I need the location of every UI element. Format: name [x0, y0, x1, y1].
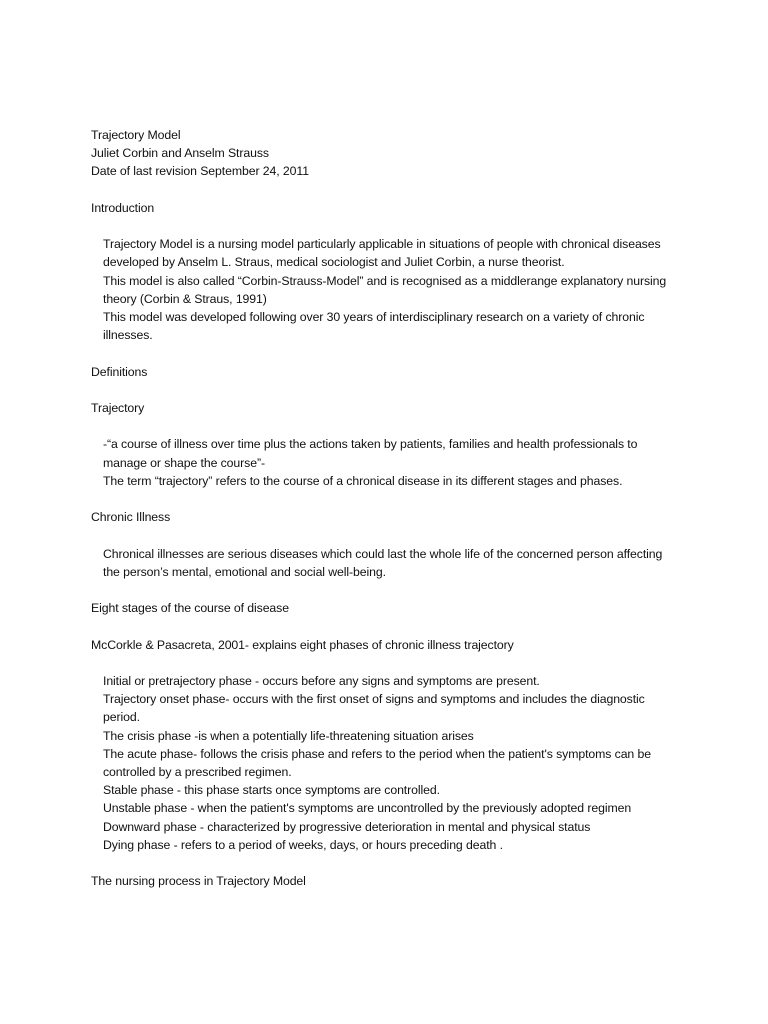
section-heading-nursing-process: The nursing process in Trajectory Model [91, 874, 306, 889]
trajectory-quote: -“a course of illness over time plus the actions taken by patients, families and health professionals to manage or shape the course”- [103, 437, 638, 470]
section-heading-definitions: Definitions [91, 364, 148, 379]
chronic-illness-definition: Chronical illnesses are serious diseases which could last the whole life of the concerned person affecting the person’s mental, emotional and social well-being. [103, 546, 663, 579]
section-heading-introduction: Introduction [91, 200, 155, 215]
section-heading-stages: Eight stages of the course of disease [91, 601, 289, 616]
stage-item: Trajectory onset phase- occurs with the first onset of signs and symptoms and includes the diagnostic period. [103, 692, 645, 725]
introduction-paragraph: Trajectory Model is a nursing model particularly applicable in situations of people with chronical diseases developed by Anselm L. Straus, medical sociologist and Juliet Corbin, a nurse theorist. [103, 237, 661, 270]
document-body [91, 126, 681, 890]
subheading-chronic-illness: Chronic Illness [91, 510, 171, 525]
revision-date: Date of last revision September 24, 2011 [91, 164, 309, 179]
subheading-trajectory: Trajectory [91, 400, 145, 415]
stage-item: The acute phase- follows the crisis phase and refers to the period when the patient's symptoms can be controlled by a prescribed regimen. [103, 746, 651, 779]
document-title: Trajectory Model [91, 128, 181, 142]
stage-item: Stable phase - this phase starts once symptoms are controlled. [103, 783, 440, 798]
trajectory-definition: The term “trajectory” refers to the course of a chronical disease in its different stages and phases. [103, 473, 623, 488]
stage-item: Initial or pretrajectory phase - occurs before any signs and symptoms are present. [103, 673, 540, 688]
introduction-paragraph: This model was developed following over 30 years of interdisciplinary research on a variety of chronic illnesses. [103, 310, 645, 343]
stages-source: McCorkle & Pasacreta, 2001- explains eight phases of chronic illness trajectory [91, 637, 514, 652]
introduction-paragraph: This model is also called “Corbin-Strauss-Model” and is recognised as a middlerange explanatory nursing theory (Corbin & Straus, 1991) [103, 273, 667, 306]
stage-item: Unstable phase - when the patient's symptoms are uncontrolled by the previously adopted regimen [103, 801, 632, 816]
stage-item: Downward phase - characterized by progressive deterioration in mental and physical status [103, 819, 591, 834]
stage-item: The crisis phase -is when a potentially life-threatening situation arises [103, 728, 474, 743]
stage-item: Dying phase - refers to a period of weeks, days, or hours preceding death . [103, 837, 503, 852]
document-authors: Juliet Corbin and Anselm Strauss [91, 146, 269, 161]
